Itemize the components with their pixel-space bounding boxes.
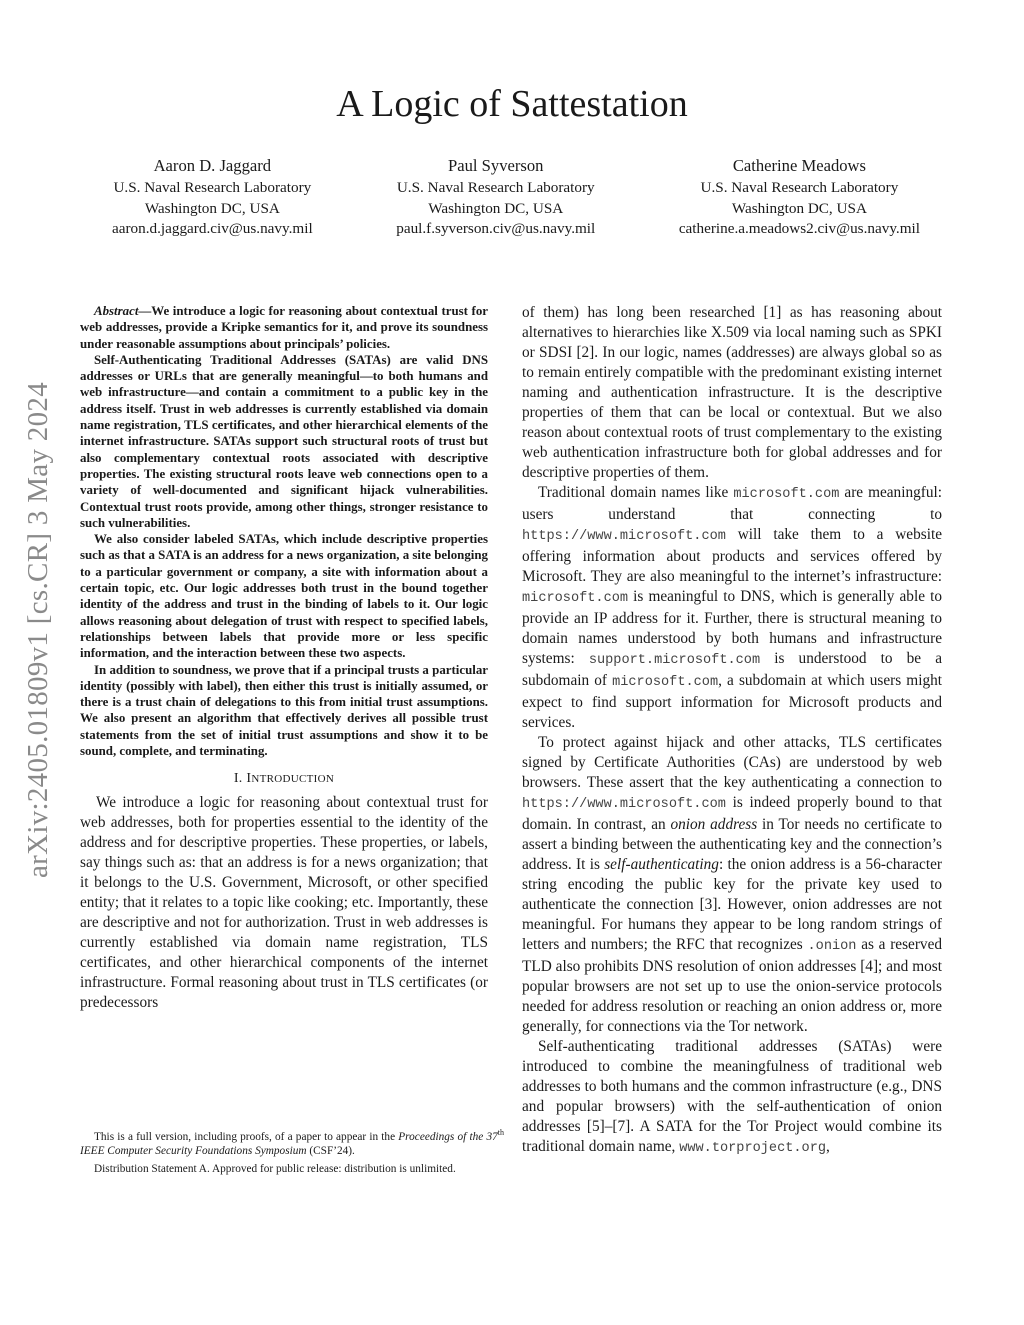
code-microsoft-com: microsoft.com	[612, 675, 719, 690]
author-affiliation: U.S. Naval Research Laboratory	[113, 179, 312, 196]
abstract-paragraph-2: Self-Authenticating Traditional Addresses (SATAs) are valid DNS addresses or URLs that are generally meaningful—to both humans and web infrastructure—and contain a commitment to a public key in the address itself. Trust in web addresses is currently established via domain name registration, TLS certificates, and other hierarchical elements of the internet infrastructure. SATAs support such structural roots of trust but also complementary contextual roots associated with descriptive properties. The existing structural roots leave web connections open to a variety of well-documented and significant hijack vulnerabilities. Contextual trust roots provide, among other things, stronger resistance to such vulnerabilities.	[80, 352, 488, 530]
text-run: will take them to a website offering information about products and services offered by Microsoft. They are also meaningful to the internet’s infrastructure:	[522, 526, 942, 585]
code-microsoft-com: microsoft.com	[733, 487, 840, 502]
text-run: in Tor needs no certificate to assert a binding between the authenticating key and the connection’s address. It is	[522, 816, 943, 873]
author-email[interactable]: paul.f.syverson.civ@us.navy.mil	[396, 220, 596, 237]
author-email[interactable]: aaron.d.jaggard.civ@us.navy.mil	[112, 220, 313, 237]
section-initial: I	[246, 771, 252, 787]
author-location: Washington DC, USA	[428, 199, 564, 217]
footnote-proceedings: Proceedings of the 37	[398, 1130, 498, 1143]
abstract	[80, 303, 488, 759]
right-paragraph-1: of them) has long been researched [1] as has reasoning about alternatives to hierarchies like X.509 via local naming such as SPKI or SDSI [2]. In our logic, names (addresses) are always global so as to remain entirely compatible with the predominant existing internet naming and authentication infrastructure. It is the descriptive properties of them that can be local or contextual. But we also reason about contextual roots of trust complementary to the existing web authentication infrastructure both for global addresses and for descriptive properties of them.	[522, 304, 942, 481]
author-affiliation: U.S. Naval Research Laboratory	[700, 179, 899, 196]
right-paragraph-3	[522, 733, 942, 1037]
text-run: is meaningful to DNS, which is generally able to provide an IP address for it. Further, there is structural meaning to domain names understood by both humans and infrastructure systems:	[522, 588, 942, 667]
footnote-text-end: (CSF’24).	[306, 1145, 355, 1158]
right-paragraph-2	[522, 483, 942, 733]
abstract-paragraph-3: We also consider labeled SATAs, which include descriptive properties such as that a SATA is an address for a news organization, a site belonging to a particular government or company, a site with information about a certain topic, etc. Our logic addresses both trust in the bound together identity of the address and trust in the binding of labels to it. Our logic allows reasoning about delegation of trust with respect to specified labels, relationships between labels that provide more or less specific information, and the interaction between these two aspects.	[80, 532, 488, 661]
author-email[interactable]: catherine.a.meadows2.civ@us.navy.mil	[678, 220, 920, 237]
footnote-symposium: IEEE Computer Security Foundations Symposium	[80, 1145, 307, 1158]
section-title-rest: NTRODUCTION	[251, 773, 335, 786]
text-run: : the onion address is a 56-character string encoding the public key for the private key used to authenticate the connection [3]. However, onion addresses are not meaningful. For humans they appear to be long random strings of letters and numbers; the RFC that recognizes	[522, 856, 942, 953]
right-column-body	[522, 303, 942, 1159]
author-location: Washington DC, USA	[731, 199, 867, 217]
text-run: ,	[826, 1138, 830, 1155]
author-3	[679, 154, 920, 240]
text-run: is understood to be a subdomain of	[522, 650, 942, 689]
term-onion-address: onion address	[670, 816, 758, 833]
text-run: To protect against hijack and other attacks, TLS certificates signed by Certificate Authorities (CAs) are understood by web browsers. These assert that the key authenticating a connection to	[522, 734, 942, 791]
introduction-body	[80, 793, 488, 1013]
author-affiliation: U.S. Naval Research Laboratory	[396, 179, 595, 196]
footnote-superscript: th	[497, 1128, 504, 1137]
text-run: as a reserved TLD also prohibits DNS resolution of onion addresses [4]; and most popular browsers are not set up to use the onion-service protocols needed for address resolution or reaching an onion address or, more generally, for connections via the Tor network.	[522, 936, 943, 1035]
author-name: Catherine Meadows	[732, 156, 866, 175]
footnote	[80, 1126, 504, 1179]
author-1	[112, 154, 313, 240]
code-onion-tld: .onion	[807, 939, 857, 954]
code-microsoft-com: microsoft.com	[522, 591, 629, 606]
right-column	[522, 303, 942, 1159]
abstract-text: —We introduce a logic for reasoning about contextual trust for web addresses, provide a Kripke semantics for it, and prove its soundness under reasonable assumptions about principals’ policies.	[80, 304, 488, 351]
arxiv-identifier[interactable]: arXiv:2405.01809v1 [cs.CR] 3 May 2024	[22, 382, 54, 878]
text-run: is indeed properly bound to that domain. In contrast, an	[522, 794, 942, 833]
code-https-microsoft: https://www.microsoft.com	[522, 797, 726, 812]
term-self-authenticating: self-authenticating	[604, 856, 719, 873]
text-run: Self-authenticating traditional addresses (SATAs) were introduced to combine the meaningfulness of traditional web addresses to both humans and the common infrastructure (e.g., DNS and popular browsers) with the self-authentication of onion addresses [5]–[7]. A SATA for the Tor Project would combine its traditional domain name,	[522, 1038, 942, 1155]
footnote-2: Distribution Statement A. Approved for public release: distribution is unlimited.	[94, 1162, 456, 1175]
author-2	[396, 154, 595, 240]
author-name: Paul Syverson	[448, 156, 544, 175]
abstract-paragraph-4: In addition to soundness, we prove that if a principal trusts a particular identity (possibly with label), then either this trust is initially assumed, or there is a trust chain of delegations to this from initial trust assumptions. We also present an algorithm that effectively derives all possible trust statements from the set of initial trust assumptions and show it to be sound, complete, and terminating.	[80, 662, 488, 759]
left-column	[80, 303, 488, 1013]
abstract-label: Abstract	[94, 304, 139, 318]
paper-title: A Logic of Sattestation	[336, 83, 688, 125]
footnote-text: This is a full version, including proofs, of a paper to appear in the	[94, 1130, 399, 1143]
code-https-microsoft: https://www.microsoft.com	[522, 529, 726, 544]
intro-paragraph-1: We introduce a logic for reasoning about contextual trust for web addresses, both for properties essential to the identity of the address and for descriptive properties. These properties, or labels, say things such as: that an address is for a news organization; that it belongs to the U.S. Government, Microsoft, or other specified entity; that it relates to a topic like cooking; etc. Importantly, these are descriptive and not for authorization. Trust in web addresses is currently established via domain name registration, TLS certificates, and other hierarchical components of the internet infrastructure. Formal reasoning about trust in TLS certificates (or predecessors	[80, 794, 488, 1012]
text-run: are meaningful: users understand that connecting to	[522, 484, 942, 523]
text-run: , a subdomain at which users might expect to find support information for Microsoft products and services.	[522, 672, 943, 731]
footnote-1	[80, 1126, 504, 1159]
text-run: Traditional domain names like	[538, 484, 734, 501]
right-paragraph-4	[522, 1037, 942, 1159]
abstract-paragraph-1	[80, 303, 488, 352]
section-number: I.	[233, 771, 243, 787]
author-name: Aaron D. Jaggard	[153, 156, 272, 175]
author-block	[112, 154, 920, 240]
code-support-microsoft: support.microsoft.com	[588, 653, 761, 668]
author-location: Washington DC, USA	[144, 199, 280, 217]
code-torproject: www.torproject.org	[679, 1141, 827, 1156]
section-heading-introduction	[80, 771, 488, 787]
